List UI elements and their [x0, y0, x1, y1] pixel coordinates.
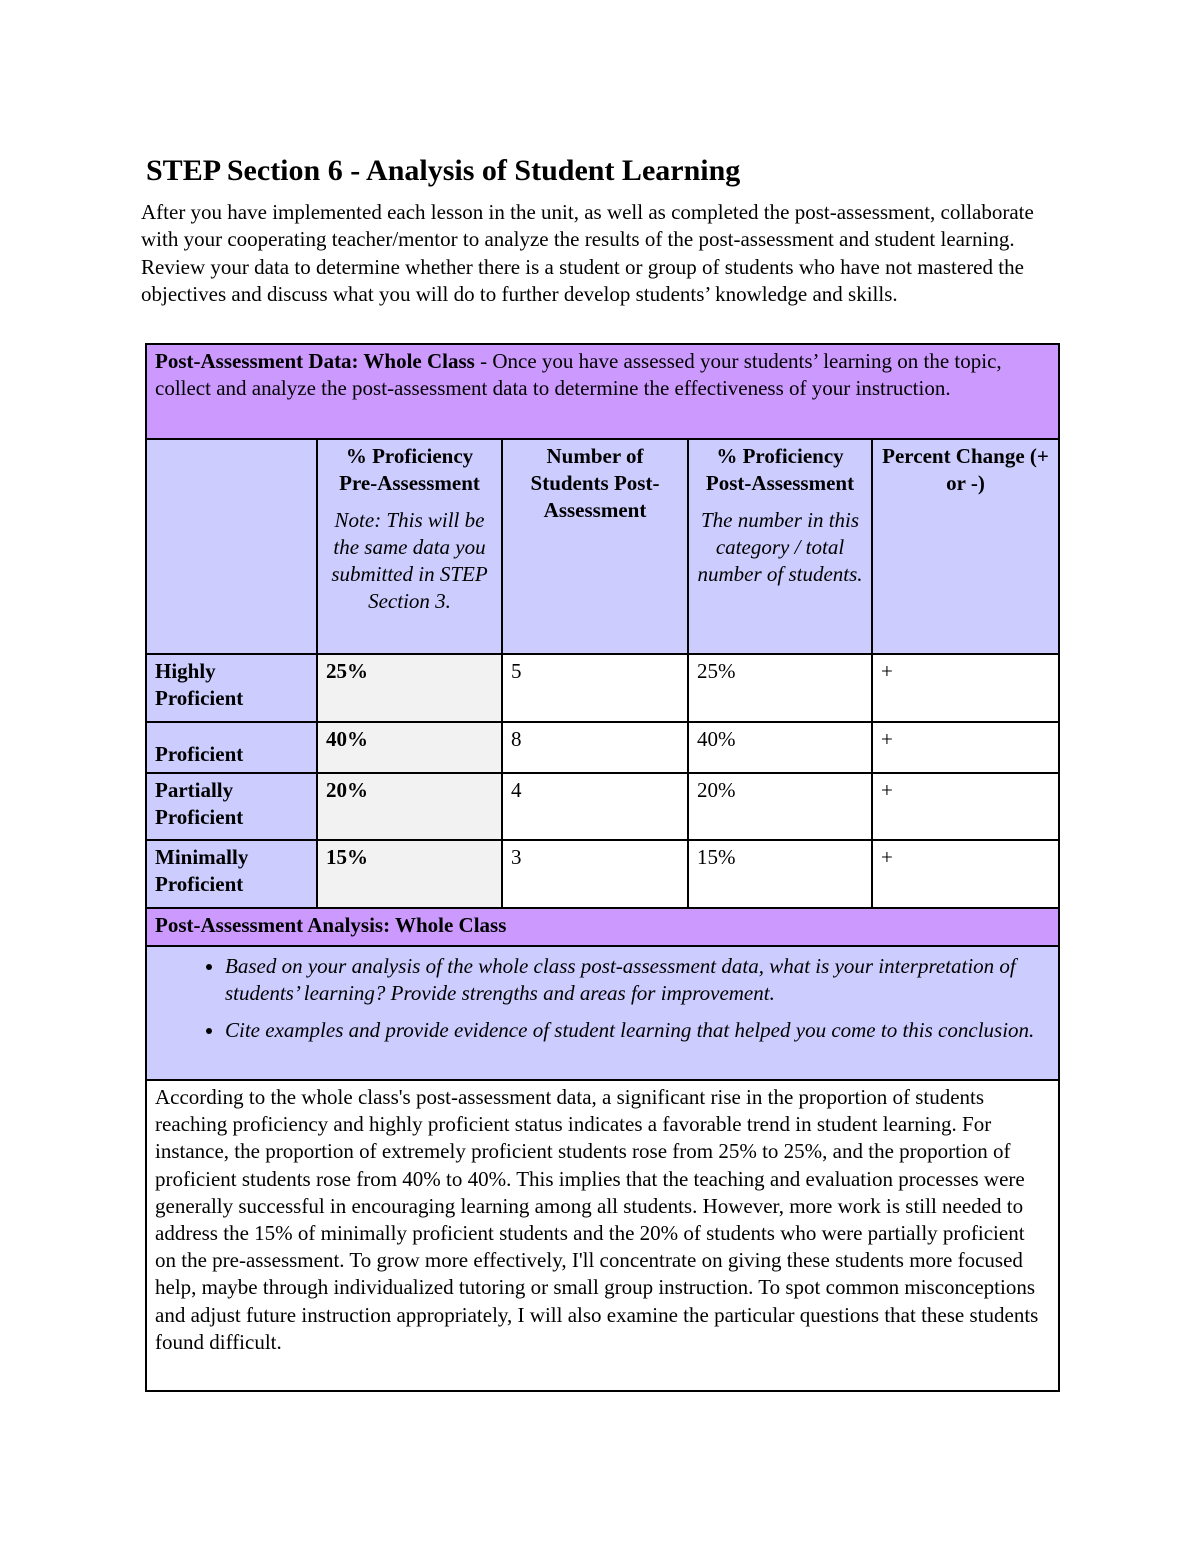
- page-title: STEP Section 6 - Analysis of Student Learning: [146, 154, 741, 187]
- col-header-count-label: Number of Students Post-Assessment: [530, 444, 660, 522]
- change-value: +: [872, 654, 1059, 722]
- post-value: 25%: [688, 654, 872, 722]
- col-header-pre: [317, 439, 502, 654]
- count-value: 3: [502, 840, 688, 908]
- row-label: Partially Proficient: [146, 773, 317, 840]
- pre-value: 15%: [317, 840, 502, 908]
- change-value: +: [872, 773, 1059, 840]
- pre-value: 40%: [317, 722, 502, 773]
- assessment-table: [145, 343, 1060, 1392]
- table-row: [146, 773, 1059, 840]
- data-section-header: [146, 344, 1059, 439]
- column-header-row: [146, 439, 1059, 654]
- count-value: 4: [502, 773, 688, 840]
- col-header-pre-label: % Proficiency Pre-Assessment: [339, 444, 480, 495]
- intro-paragraph: After you have implemented each lesson in the unit, as well as completed the post-assessment, collaborate with your cooperating teacher/mentor to analyze the results of the post-assessment and student learning. Review your data to determine whether there is a student or group of students who have not mastered the objectives and discuss what you will do to further develop students’ knowledge and skills.: [141, 200, 1034, 306]
- data-section-heading: Post-Assessment Data: Whole Class: [155, 349, 475, 373]
- col-header-post: [688, 439, 872, 654]
- pre-value: 20%: [317, 773, 502, 840]
- change-value: +: [872, 840, 1059, 908]
- row-label: Proficient: [146, 722, 317, 773]
- list-item: • Based on your analysis of the whole class post-assessment data, what is your interpretation of students’ learning? Provide strengths and areas for improvement.: [225, 953, 1050, 1007]
- col-header-change: [872, 439, 1059, 654]
- table-row: [146, 654, 1059, 722]
- count-value: 8: [502, 722, 688, 773]
- table-row: [146, 840, 1059, 908]
- prompt-list: [155, 953, 1050, 1044]
- analysis-heading: Post-Assessment Analysis: Whole Class: [146, 908, 1059, 946]
- col-header-post-label: % Proficiency Post-Assessment: [705, 444, 855, 495]
- col-header-pre-note: Note: This will be the same data you submitted in STEP Section 3.: [331, 508, 488, 613]
- row-label: Minimally Proficient: [146, 840, 317, 908]
- col-header-count: [502, 439, 688, 654]
- count-value: 5: [502, 654, 688, 722]
- analysis-response: According to the whole class's post-assessment data, a significant rise in the proportion of students reaching proficiency and highly proficient status indicates a favorable trend in student learning. For instance, the proportion of extremely proficient students rose from 25% to 25%, and the proportion of proficient students rose from 40% to 40%. This implies that the teaching and evaluation processes were generally successful in encouraging learning among all students. However, more work is still needed to address the 15% of minimally proficient students and the 20% of students who were partially proficient on the pre-assessment. To grow more effectively, I'll concentrate on giving these students more focused help, maybe through individualized tutoring or small group instruction. To spot common misconceptions and adjust future instruction appropriately, I will also examine the particular questions that these students found difficult.: [146, 1080, 1059, 1391]
- row-label: Highly Proficient: [146, 654, 317, 722]
- list-item: • Cite examples and provide evidence of student learning that helped you come to this conclusion.: [225, 1017, 1050, 1044]
- analysis-prompts: [146, 946, 1059, 1080]
- col-header-change-label: Percent Change (+ or -): [882, 444, 1049, 495]
- change-value: +: [872, 722, 1059, 773]
- data-section-description: - Once you have assessed your students’ learning on the topic, collect and analyze the post-assessment data to determine the effectiveness of your instruction.: [155, 349, 1002, 400]
- corner-cell: [146, 439, 317, 654]
- post-value: 20%: [688, 773, 872, 840]
- col-header-post-note: The number in this category / total number of students.: [697, 508, 863, 586]
- post-value: 15%: [688, 840, 872, 908]
- post-value: 40%: [688, 722, 872, 773]
- pre-value: 25%: [317, 654, 502, 722]
- table-row: [146, 722, 1059, 773]
